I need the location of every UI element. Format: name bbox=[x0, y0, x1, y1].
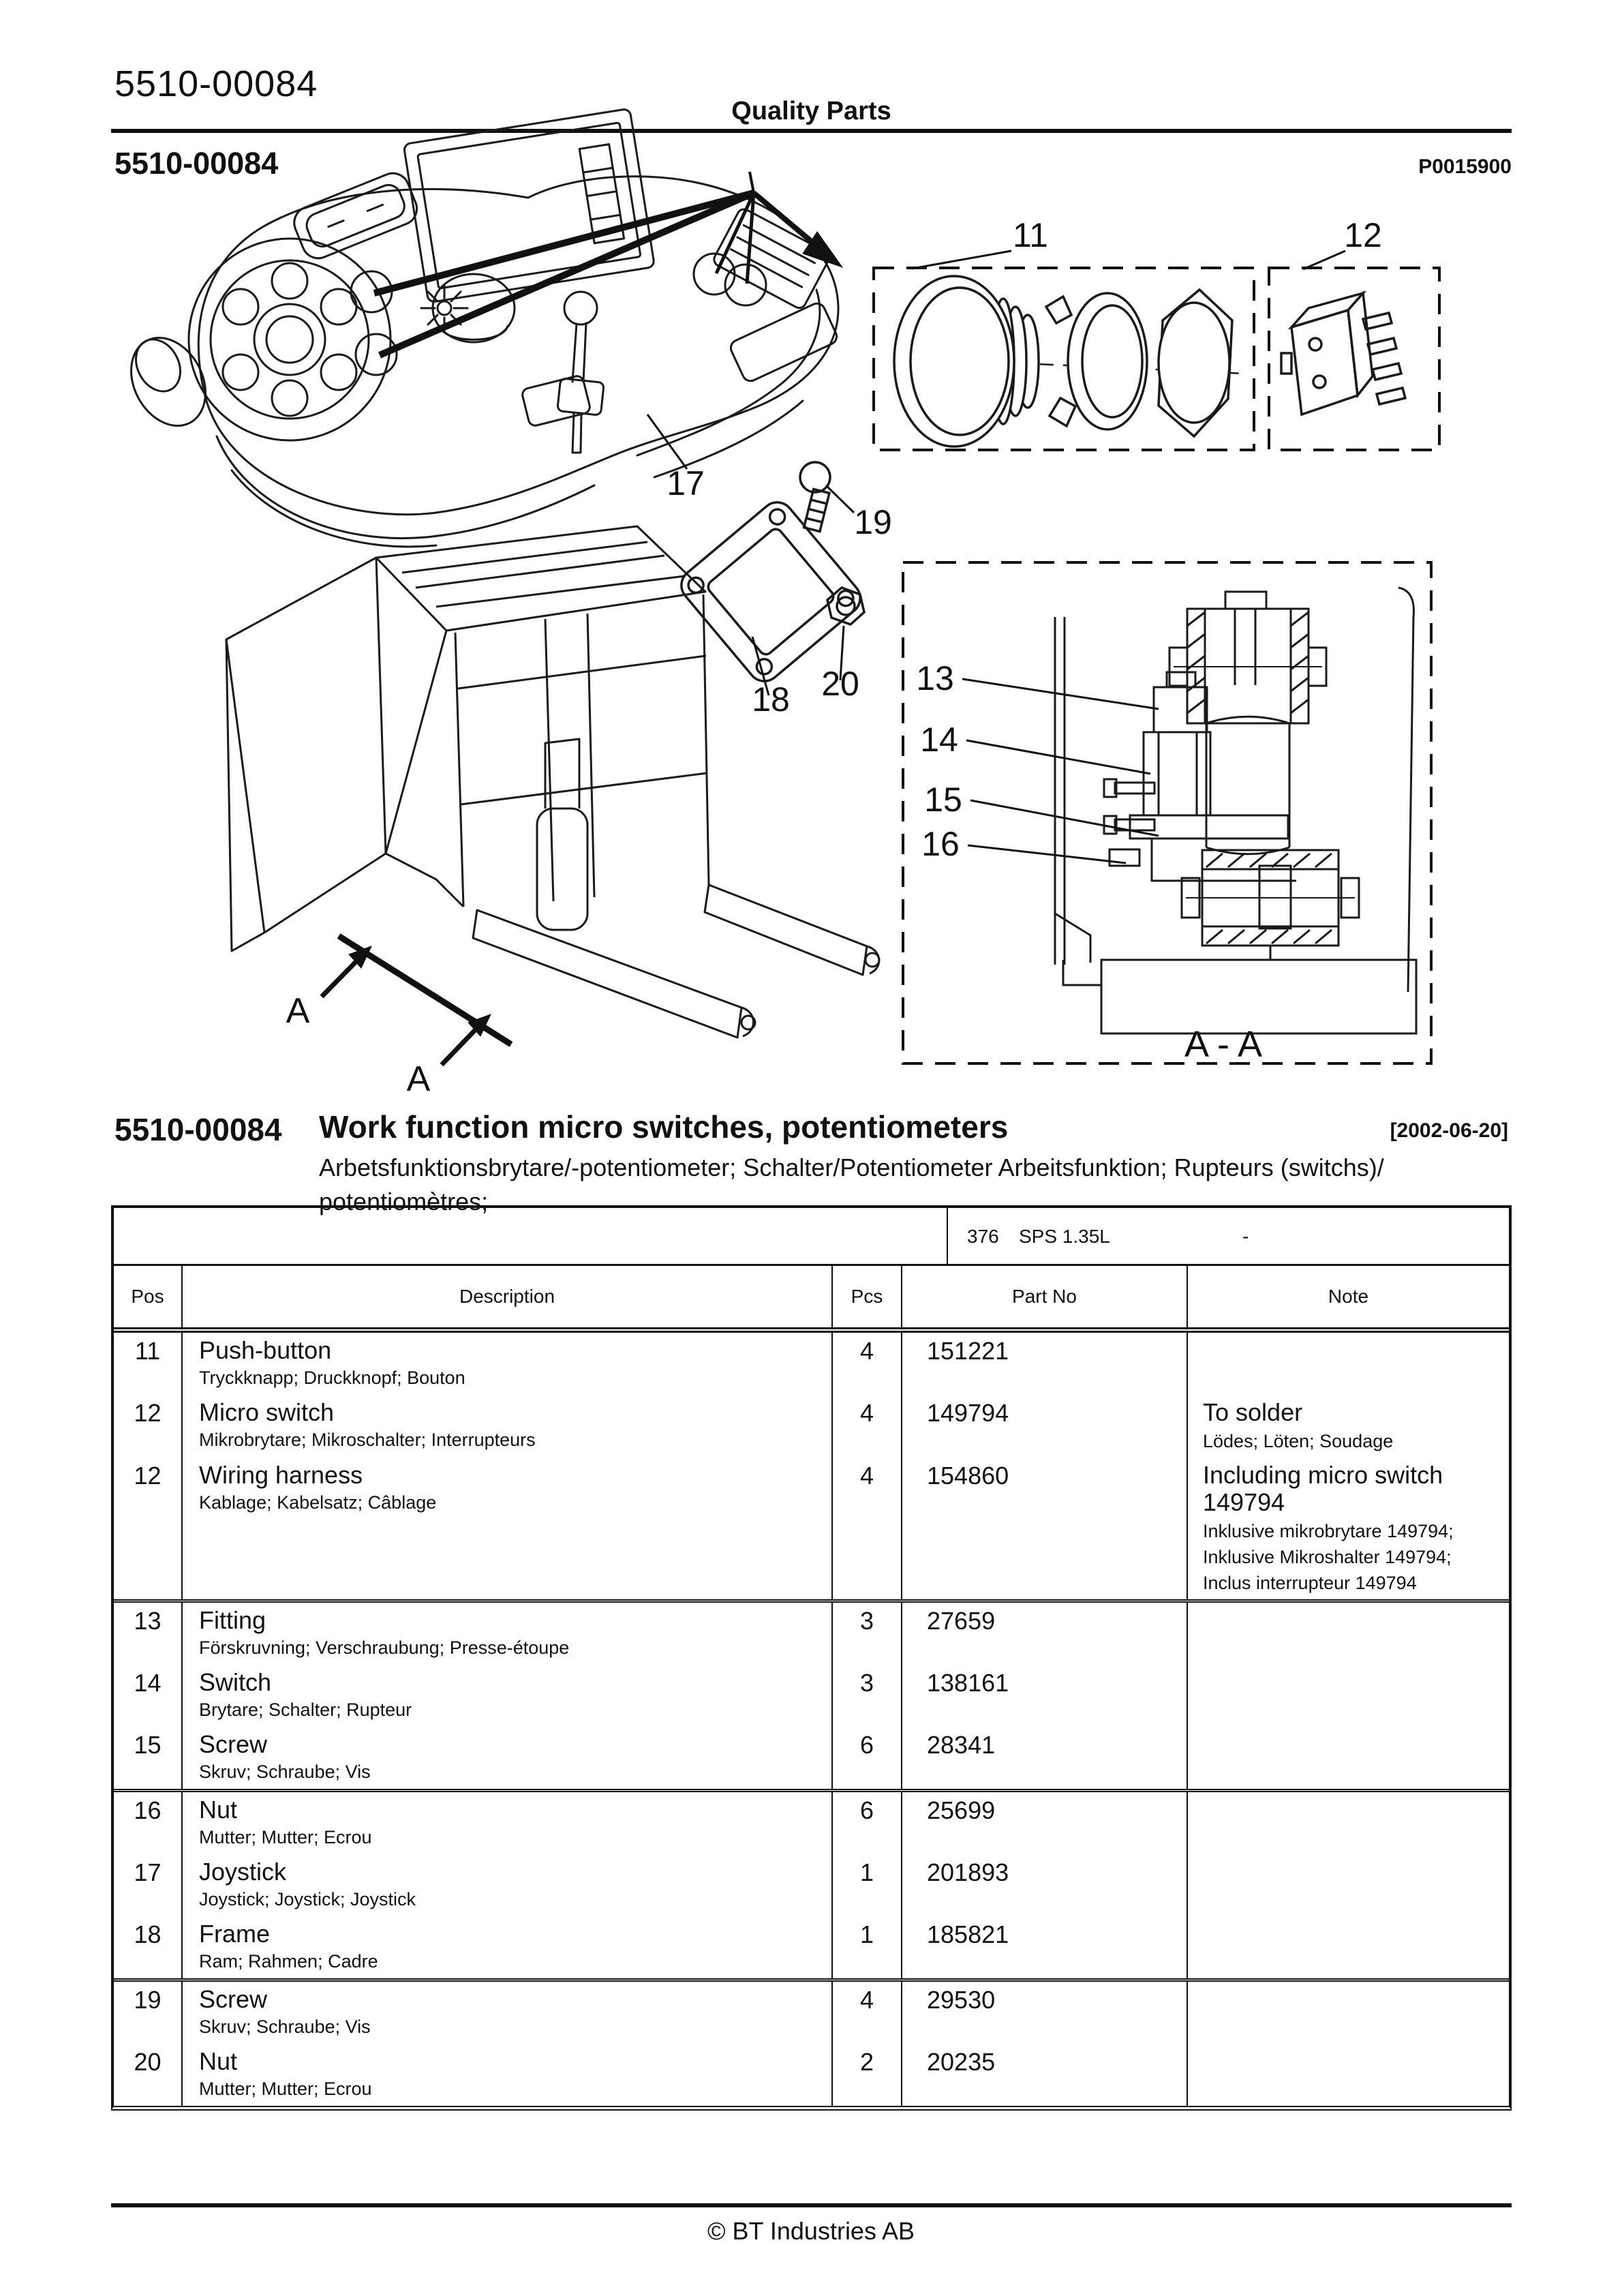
callout-18: 18 bbox=[752, 680, 790, 719]
note-cell bbox=[1188, 1727, 1509, 1789]
microswitch-drawing bbox=[1281, 293, 1405, 414]
section-label-a-2: A bbox=[406, 1059, 431, 1099]
description-main: Nut bbox=[199, 1796, 238, 1824]
note-sub: Inclus interrupteur 149794 bbox=[1203, 1573, 1417, 1593]
note-cell bbox=[1188, 2044, 1509, 2106]
variant-spec: SPS 1.35L bbox=[1019, 1226, 1110, 1247]
leader-lines bbox=[647, 414, 854, 695]
table-group-1 bbox=[114, 1333, 1509, 1599]
footer-rule bbox=[111, 2203, 1512, 2207]
variant-row bbox=[114, 1208, 1509, 1266]
table-row bbox=[114, 1916, 1509, 1978]
description-cell bbox=[183, 1982, 833, 2044]
table-row bbox=[114, 1395, 1509, 1457]
description-sub: Skruv; Schraube; Vis bbox=[199, 2016, 371, 2037]
description-cell bbox=[183, 1395, 833, 1457]
section-cut-line bbox=[322, 936, 511, 1065]
section-view-box bbox=[903, 562, 1431, 1065]
part-no-cell: 27659 bbox=[902, 1603, 1188, 1665]
note-sub: Inklusive Mikroshalter 149794; bbox=[1203, 1547, 1452, 1567]
table-row bbox=[114, 1982, 1509, 2044]
description-sub: Mikrobrytare; Mikroschalter; Interrupteurs bbox=[199, 1430, 536, 1450]
copyright-notice: © BT Industries AB bbox=[707, 2217, 915, 2245]
part-no-cell: 201893 bbox=[902, 1854, 1188, 1916]
table-group-2 bbox=[114, 1599, 1509, 1789]
subtitle-line-2: potentiomètres; bbox=[319, 1188, 489, 1215]
callout-14: 14 bbox=[920, 721, 958, 759]
pcs-cell: 2 bbox=[833, 2044, 902, 2106]
description-cell bbox=[183, 1792, 833, 1854]
note-cell bbox=[1188, 1854, 1509, 1916]
figure-ref: P0015900 bbox=[1418, 155, 1512, 178]
pos-cell: 17 bbox=[114, 1854, 183, 1916]
title-block-number: 5510-00084 bbox=[114, 1112, 282, 1147]
pcs-cell: 4 bbox=[833, 1457, 902, 1599]
note-cell bbox=[1188, 1982, 1509, 2044]
col-header-part-no: Part No bbox=[902, 1266, 1188, 1327]
description-sub: Förskruvning; Verschraubung; Presse-étoupe bbox=[199, 1637, 570, 1658]
note-sub: Lödes; Löten; Soudage bbox=[1203, 1431, 1394, 1451]
table-row bbox=[114, 1727, 1509, 1789]
microswitch-box bbox=[1269, 251, 1439, 450]
table-row bbox=[114, 1333, 1509, 1395]
note-cell bbox=[1188, 1792, 1509, 1854]
pos-cell: 12 bbox=[114, 1395, 183, 1457]
pcs-cell: 3 bbox=[833, 1603, 902, 1665]
description-sub: Ram; Rahmen; Cadre bbox=[199, 1951, 378, 1972]
description-sub: Joystick; Joystick; Joystick bbox=[199, 1889, 416, 1909]
description-cell bbox=[183, 1333, 833, 1395]
callout-11: 11 bbox=[1013, 216, 1048, 254]
subtitle-line-1: Arbetsfunktionsbrytare/-potentiometer; Schalter/Potentiometer Arbeitsfunktion; Rupteurs (switchs)/ bbox=[319, 1153, 1384, 1181]
description-sub: Skruv; Schraube; Vis bbox=[199, 1762, 371, 1782]
quality-parts-label: Quality Parts bbox=[731, 97, 891, 125]
parts-table bbox=[111, 1205, 1512, 2111]
callout-17: 17 bbox=[667, 464, 705, 502]
note-main: Including micro switch 149794 bbox=[1203, 1461, 1443, 1516]
description-main: Screw bbox=[199, 1730, 268, 1758]
table-row bbox=[114, 1457, 1509, 1599]
table-group-4 bbox=[114, 1978, 1509, 2106]
variant-code: 376 bbox=[967, 1226, 999, 1247]
pos-cell: 11 bbox=[114, 1333, 183, 1395]
tiller-head-drawing bbox=[117, 108, 840, 547]
pcs-cell: 3 bbox=[833, 1665, 902, 1727]
section-label-a-1: A bbox=[286, 991, 310, 1031]
note-cell bbox=[1188, 1333, 1509, 1395]
screw-drawing bbox=[800, 462, 830, 532]
pos-cell: 18 bbox=[114, 1916, 183, 1978]
pos-cell: 16 bbox=[114, 1792, 183, 1854]
part-no-cell: 151221 bbox=[902, 1333, 1188, 1395]
description-cell bbox=[183, 1854, 833, 1916]
section-view-label: A - A bbox=[1184, 1024, 1263, 1065]
part-no-cell: 20235 bbox=[902, 2044, 1188, 2106]
part-no-cell: 25699 bbox=[902, 1792, 1188, 1854]
pos-cell: 14 bbox=[114, 1665, 183, 1727]
callout-16: 16 bbox=[921, 825, 960, 863]
pushbutton-exploded-drawing bbox=[894, 276, 1244, 447]
description-sub: Brytare; Schalter; Rupteur bbox=[199, 1700, 412, 1720]
part-no-cell: 149794 bbox=[902, 1395, 1188, 1457]
note-cell bbox=[1188, 1395, 1509, 1457]
note-cell bbox=[1188, 1665, 1509, 1727]
note-cell bbox=[1188, 1457, 1509, 1599]
table-group-3 bbox=[114, 1789, 1509, 1978]
description-cell bbox=[183, 1727, 833, 1789]
callout-arrows bbox=[374, 172, 842, 355]
chassis-drawing bbox=[226, 526, 879, 1038]
description-sub: Mutter; Mutter; Ecrou bbox=[199, 2079, 372, 2099]
table-row bbox=[114, 2044, 1509, 2106]
description-sub: Kablage; Kabelsatz; Câblage bbox=[199, 1492, 437, 1513]
description-sub: Tryckknapp; Druckknopf; Bouton bbox=[199, 1368, 465, 1388]
part-no-cell: 185821 bbox=[902, 1916, 1188, 1978]
pos-cell: 12 bbox=[114, 1457, 183, 1599]
callout-20: 20 bbox=[821, 665, 859, 703]
description-cell bbox=[183, 1603, 833, 1665]
note-sub: Inklusive mikrobrytare 149794; bbox=[1203, 1521, 1454, 1541]
variant-dash: - bbox=[1242, 1226, 1249, 1247]
col-header-note: Note bbox=[1328, 1286, 1369, 1307]
col-header-description: Description bbox=[183, 1266, 833, 1327]
part-no-cell: 28341 bbox=[902, 1727, 1188, 1789]
revision-date: [2002-06-20] bbox=[1390, 1119, 1508, 1142]
table-row bbox=[114, 1792, 1509, 1854]
pcs-cell: 6 bbox=[833, 1727, 902, 1789]
callout-19: 19 bbox=[854, 503, 892, 541]
table-header-row bbox=[114, 1266, 1509, 1333]
pos-cell: 20 bbox=[114, 2044, 183, 2106]
description-cell bbox=[183, 2044, 833, 2106]
description-cell bbox=[183, 1916, 833, 1978]
callout-13: 13 bbox=[916, 659, 954, 697]
callout-12: 12 bbox=[1344, 216, 1382, 254]
description-main: Switch bbox=[199, 1668, 272, 1696]
note-main: To solder bbox=[1203, 1398, 1303, 1426]
pos-cell: 15 bbox=[114, 1727, 183, 1789]
table-row bbox=[114, 1665, 1509, 1727]
description-main: Micro switch bbox=[199, 1398, 335, 1426]
description-cell bbox=[183, 1457, 833, 1599]
note-cell bbox=[1188, 1603, 1509, 1665]
description-main: Joystick bbox=[199, 1858, 287, 1886]
description-main: Fitting bbox=[199, 1606, 266, 1634]
doc-number-top: 5510-00084 bbox=[114, 63, 318, 104]
pcs-cell: 4 bbox=[833, 1333, 902, 1395]
note-cell bbox=[1188, 1916, 1509, 1978]
pcs-cell: 1 bbox=[833, 1854, 902, 1916]
pos-cell: 13 bbox=[114, 1603, 183, 1665]
col-header-pos: Pos bbox=[114, 1266, 183, 1327]
part-no-cell: 29530 bbox=[902, 1982, 1188, 2044]
section-view-drawing bbox=[1055, 588, 1416, 1033]
part-no-cell: 138161 bbox=[902, 1665, 1188, 1727]
pos-cell: 19 bbox=[114, 1982, 183, 2044]
table-row bbox=[114, 1603, 1509, 1665]
description-main: Nut bbox=[199, 2047, 238, 2075]
description-sub: Mutter; Mutter; Ecrou bbox=[199, 1827, 372, 1847]
col-header-pcs: Pcs bbox=[833, 1266, 902, 1327]
part-no-cell: 154860 bbox=[902, 1457, 1188, 1599]
pcs-cell: 1 bbox=[833, 1916, 902, 1978]
callout-15: 15 bbox=[924, 781, 962, 819]
description-main: Push-button bbox=[199, 1336, 332, 1364]
variant-empty-cell bbox=[114, 1208, 948, 1264]
description-cell bbox=[183, 1665, 833, 1727]
pushbutton-box bbox=[874, 251, 1254, 450]
pcs-cell: 6 bbox=[833, 1792, 902, 1854]
description-main: Wiring harness bbox=[199, 1461, 363, 1489]
pcs-cell: 4 bbox=[833, 1982, 902, 2044]
section-number: 5510-00084 bbox=[114, 146, 279, 181]
description-main: Screw bbox=[199, 1985, 268, 2013]
pcs-cell: 4 bbox=[833, 1395, 902, 1457]
description-main: Frame bbox=[199, 1920, 271, 1948]
page-title: Work function micro switches, potentiometers bbox=[319, 1109, 1009, 1145]
table-row bbox=[114, 1854, 1509, 1916]
